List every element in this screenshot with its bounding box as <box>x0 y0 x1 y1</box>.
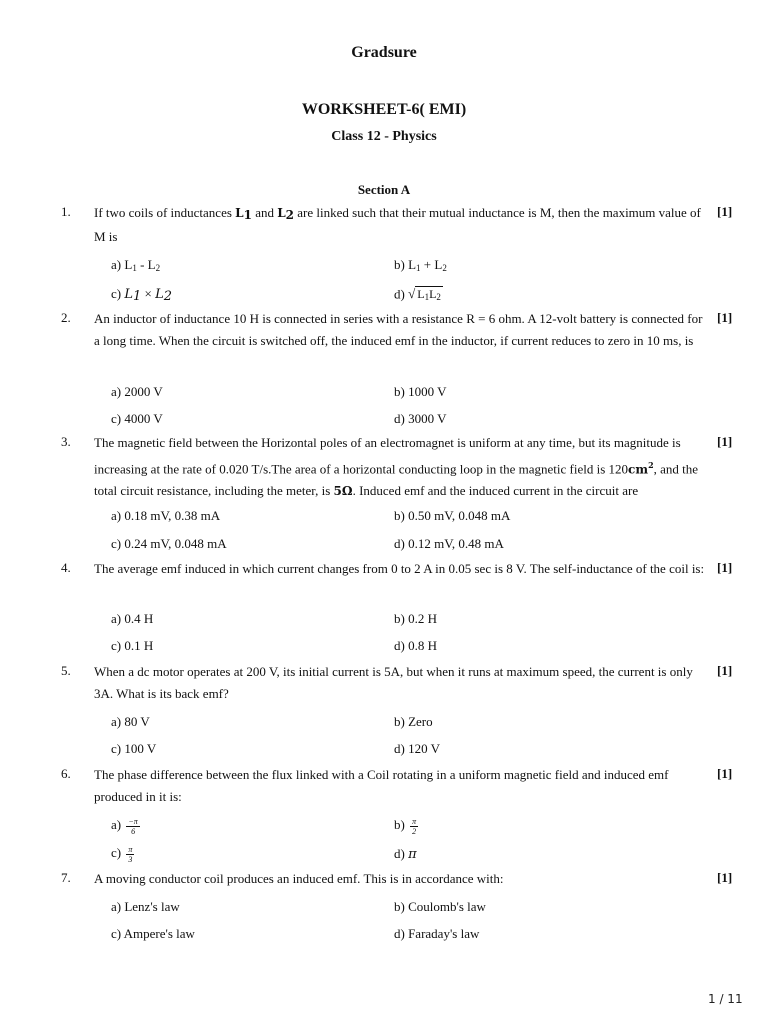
question-text: The magnetic field between the Horizontal poles of an electromagnet is uniform at any time, but its magnitude is increasing at the rate of 0.020 T/s.The area of a horizontal conducting loop in the magnetic field is $120cm^2$, and the total circuit resistance, including the meter, is 5Ω. Induced emf and the induced current in the circuit are <box>94 435 699 499</box>
option-a: a) 0.4 H <box>111 611 154 626</box>
option-b: b) Coulomb's law <box>394 899 486 914</box>
marks-badge: [1] <box>717 560 733 575</box>
option-a: a) $L_1 - L_2$ <box>111 257 161 273</box>
marks-badge: [1] <box>717 434 733 449</box>
option-c: c) Ampere's law <box>111 926 195 941</box>
question-text: When a dc motor operates at 200 V, its initial current is 5A, but when it runs at maximum speed, the current is only 3A. What is its back emf? <box>94 664 693 701</box>
option-b: b) 0.2 H <box>394 611 437 626</box>
question-number: 3. <box>61 434 71 449</box>
option-c: c) 0.24 mV, 0.048 mA <box>111 536 227 551</box>
question-text: The average emf induced in which current changes from 0 to 2 A in 0.05 sec is 8 V. The self-inductance of the coil is: <box>94 561 705 576</box>
option-b: b) 1000 V <box>394 384 447 399</box>
page-indicator: 1 / 11 <box>708 992 743 1006</box>
question-number: 7. <box>61 870 71 885</box>
option-d: d) √ $L_1L_2$ <box>394 284 443 307</box>
sqrt-symbol: √ $L_1L_2$ <box>408 286 441 302</box>
brand-title: Gradsure <box>351 44 417 61</box>
fraction: $\frac{\pi}{3}$ <box>128 844 133 864</box>
question-number: 2. <box>61 310 71 325</box>
option-b: b) $L_1 + L_2$ <box>394 257 447 273</box>
marks-badge: [1] <box>717 310 733 325</box>
option-d: d) 120 V <box>394 741 440 756</box>
option-d: d) 0.8 H <box>394 638 437 653</box>
question-text: The phase difference between the flux linked with a Coil rotating in a uniform magnetic field and induced emf produced in it is: <box>94 767 669 804</box>
worksheet-title: WORKSHEET-6( EMI) <box>301 101 467 118</box>
marks-badge: [1] <box>717 766 733 781</box>
option-c: c) $L_1 \times L_2$ <box>111 286 173 304</box>
question-number: 4. <box>61 560 71 575</box>
option-b: b) 0.50 mV, 0.048 mA <box>394 508 511 523</box>
option-a: a) 80 V <box>111 714 150 729</box>
option-d: d) π <box>394 846 417 862</box>
option-c: c) 0.1 H <box>111 638 154 653</box>
marks-badge: [1] <box>717 204 733 219</box>
option-a: a) 2000 V <box>111 384 163 399</box>
question-number: 5. <box>61 663 71 678</box>
question-text: If two coils of inductances $L_1$ and $L_2$ are linked such that their mutual inductance is M, then the maximum value of M is <box>94 205 701 244</box>
option-c: c) $\frac{\pi}{3}$ <box>111 844 133 864</box>
option-a: a) Lenz's law <box>111 899 180 914</box>
question-number: 6. <box>61 766 71 781</box>
option-a: a) 0.18 mV, 0.38 mA <box>111 508 221 523</box>
option-c: c) 100 V <box>111 741 157 756</box>
option-d: d) 0.12 mV, 0.48 mA <box>394 536 504 551</box>
question-number: 1. <box>61 204 71 219</box>
option-a: a) $\frac{-\pi}{6}$ <box>111 816 138 836</box>
fraction: $\frac{\pi}{2}$ <box>412 816 417 836</box>
marks-badge: [1] <box>717 870 733 885</box>
option-b: b) $\frac{\pi}{2}$ <box>394 816 417 836</box>
option-d: d) Faraday's law <box>394 926 480 941</box>
option-d: d) 3000 V <box>394 411 447 426</box>
question-text: A moving conductor coil produces an induced emf. This is in accordance with: <box>94 871 504 886</box>
marks-badge: [1] <box>717 663 733 678</box>
fraction: $\frac{-\pi}{6}$ <box>128 816 138 836</box>
question-text: An inductor of inductance 10 H is connected in series with a resistance R = 6 ohm. A 12-volt battery is connected for a long time. When the circuit is switched off, the induced emf in the inductor, if current reduces to zero in 10 ms, is <box>94 311 703 348</box>
option-b: b) Zero <box>394 714 433 729</box>
option-c: c) 4000 V <box>111 411 163 426</box>
section-heading: Section A <box>357 182 411 197</box>
worksheet-subtitle: Class 12 - Physics <box>331 129 437 144</box>
